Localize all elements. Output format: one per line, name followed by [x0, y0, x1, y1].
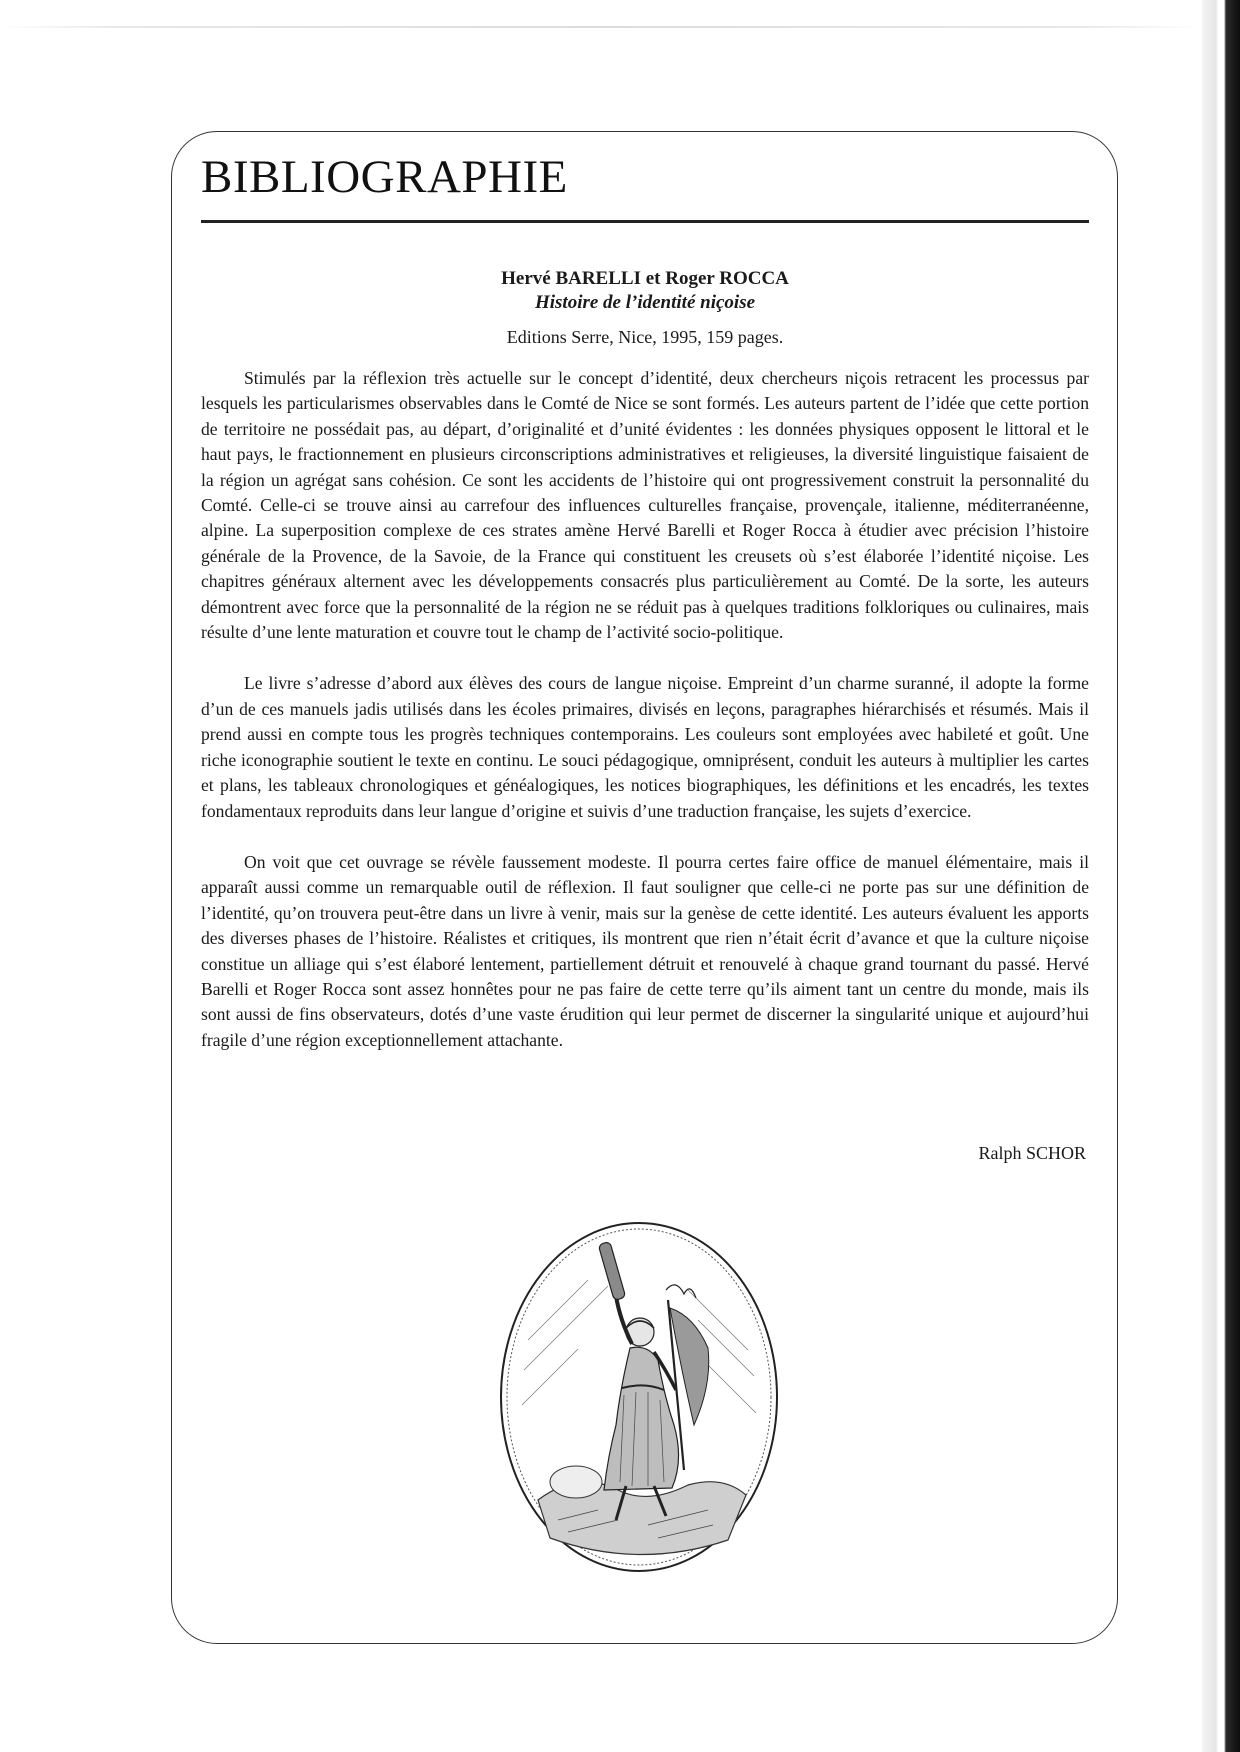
book-reference	[201, 266, 1089, 349]
review-paragraph-1: Stimulés par la réflexion très actuelle sur le concept d’identité, deux chercheurs niçois retracent les processus par lesquels les particularismes observables dans le Comté de Nice se sont formés. Les auteurs partent de l’idée que cette portion de territoire ne possédait pas, au départ, d’originalité et d’unité évidentes : les données physiques opposent le littoral et le haut pays, le fractionnement en plusieurs circonscriptions administratives et religieuses, la diversité linguistique faisaient de la région un agrégat sans cohésion. Ce sont les accidents de l’histoire qui ont progressivement construit la personnalité du Comté. Celle-ci se trouve ainsi au carrefour des influences culturelles française, provençale, italienne, méditerranéenne, alpine. La superposition complexe de ces strates amène Hervé Barelli et Roger Rocca à étudier avec précision l’histoire générale de la Provence, de la Savoie, de la France qui constituent les creusets où s’est élaborée l’identité niçoise. Les chapitres généraux alternent avec les développements consacrés plus particulièrement au Comté. De la sorte, les auteurs démontrent avec force que la personnalité de la région ne se réduit pas à quelques traditions folkloriques ou culinaires, mais résulte d’une lente maturation et couvre tout le champ de l’activité socio-politique.	[201, 368, 1089, 643]
review-signature: Ralph SCHOR	[978, 1143, 1086, 1163]
scan-top-rule	[0, 26, 1200, 28]
book-title: Histoire de l’identité niçoise	[534, 292, 756, 313]
review-paragraph-3: On voit que cet ouvrage se révèle faussement modeste. Il pourra certes faire office de manuel élémentaire, mais il apparaît aussi comme un remarquable outil de réflexion. Il faut souligner que celle-ci ne porte pas sur une définition de l’identité, qu’on trouvera peut-être dans un livre à venir, mais sur la genèse de cette identité. Les auteurs évaluent les apports des diverses phases de l’histoire. Réalistes et critiques, ils montrent que rien n’était écrit d’avance et que la culture niçoise constitue un alliage qui s’est élaboré lentement, partiellement détruit et renouvelé à chaque grand tournant du passé. Hervé Barelli et Roger Rocca sont assez honnêtes pour ne pas faire de cette terre qu’ils aiment tant un centre du monde, mais ils sont aussi de fins observateurs, dotés d’une vaste érudition qui leur permet de discerner la singularité unique et aujourd’hui fragile d’une région exceptionnellement attachante.	[201, 851, 1089, 1050]
book-publisher: Editions Serre, Nice, 1995, 159 pages.	[506, 327, 784, 347]
page-heading: BIBLIOGRAPHIE	[201, 151, 568, 203]
book-authors: Hervé BARELLI et Roger ROCCA	[501, 268, 789, 289]
scan-right-edge	[1202, 0, 1240, 1752]
heading-rule	[201, 220, 1089, 223]
medallion-illustration-icon	[498, 1220, 780, 1574]
review-paragraph-2: Le livre s’adresse d’abord aux élèves des cours de langue niçoise. Empreint d’un charme suranné, il adopte la forme d’un de ces manuels jadis utilisés dans les écoles primaires, divisés en leçons, paragraphes hiérarchisés et résumés. Mais il prend aussi en compte tous les progrès techniques contemporains. Les couleurs sont employées avec habileté et goût. Une riche iconographie soutient le texte en continu. Le souci pédagogique, omniprésent, conduit les auteurs à multiplier les cartes et plans, les tableaux chronologiques et généalogiques, les notices biographiques, les définitions et les encadrés, les textes fondamentaux reproduits dans leur langue d’origine et suivis d’une traduction française, les sujets d’exercice.	[201, 673, 1089, 821]
review-body	[201, 366, 1089, 1053]
